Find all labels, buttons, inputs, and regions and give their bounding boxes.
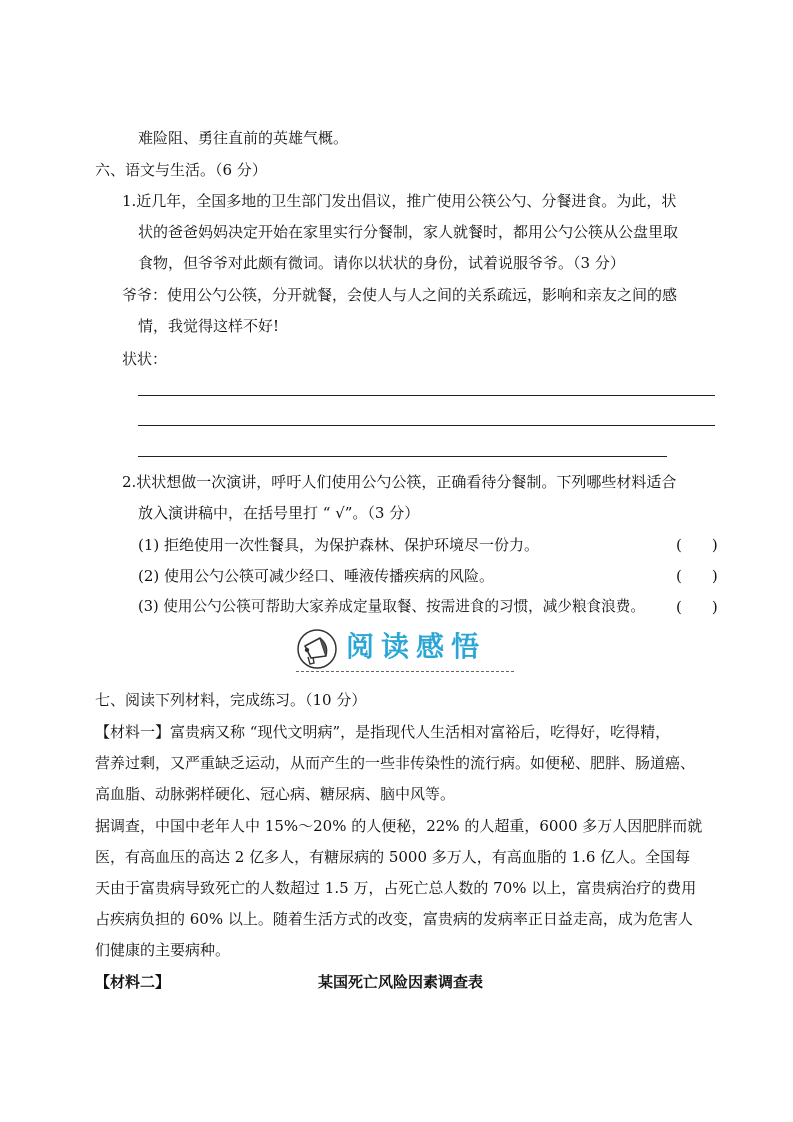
table-title: 某国死亡风险因素调查表	[318, 973, 484, 991]
option-2-answer-paren[interactable]: ( )	[676, 567, 718, 585]
answer-line-3[interactable]	[138, 456, 667, 457]
option-3-answer-paren[interactable]: ( )	[676, 598, 718, 616]
grandpa-line-2: 情，我觉得这样不好!	[138, 317, 280, 335]
survey-line-1: 据调查，中国中老年人中 15%～20% 的人便秘，22% 的人超重，6000 多万人因肥胖而就	[95, 817, 703, 835]
option-1-text: (1) 拒绝使用一次性餐具，为保护森林、保护环境尽一份力。	[138, 536, 540, 554]
banner-title: 阅读感悟	[346, 630, 487, 663]
section-6-heading: 六、语文与生活。（6 分）	[95, 161, 267, 179]
grandpa-line-1: 爷爷：使用公勺公筷，分开就餐，会使人与人之间的关系疏远，影响和亲友之间的感	[122, 286, 678, 304]
question-1-line-3: 食物，但爷爷对此颇有微词。请你以状状的身份，试着说服爷爷。（3 分）	[138, 254, 625, 272]
question-2-line-2: 放入演讲稿中，在括号里打 “ √”。（3 分）	[138, 504, 420, 522]
option-3-text: (3) 使用公勺公筷可帮助大家养成定量取餐、按需进食的习惯，减少粮食浪费。	[138, 598, 645, 615]
megaphone-icon	[296, 628, 338, 670]
material-1-line-3: 高血脂、动脉粥样硬化、冠心病、糖尿病、脑中风等。	[95, 785, 456, 803]
question-1-line-1: 1.近几年，全国多地的卫生部门发出倡议，推广使用公筷公勺、分餐进食。为此，状	[122, 192, 677, 210]
option-1-answer-paren[interactable]: ( )	[676, 536, 718, 554]
survey-line-5: 们健康的主要病种。	[95, 941, 231, 959]
section-7-heading: 七、阅读下列材料，完成练习。（10 分）	[95, 691, 367, 709]
survey-line-2: 医，有高血压的高达 2 亿多人，有糖尿病的 5000 多万人，有高血脂的 1.6 亿人。全国每	[95, 848, 691, 866]
option-2-text: (2) 使用公勺公筷可减少经口、唾液传播疾病的风险。	[138, 567, 495, 585]
material-2-label: 【材料二】	[95, 973, 171, 991]
banner-underline	[296, 671, 514, 672]
survey-line-4: 占疾病负担的 60% 以上。随着生活方式的改变，富贵病的发病率正日益走高，成为危害人	[95, 910, 693, 928]
material-1-line-2: 营养过剩，又严重缺乏运动，从而产生的一些非传染性的流行病。如便秘、肥胖、肠道癌、	[95, 754, 696, 772]
survey-line-3: 天由于富贵病导致死亡的人数超过 1.5 万，占死亡总人数的 70% 以上，富贵病治疗的费用	[95, 879, 697, 897]
zhuangzhuang-label: 状状：	[122, 350, 168, 368]
material-1-line-1: 【材料一】富贵病又称 “现代文明病”，是指现代人生活相对富裕后，吃得好，吃得精，	[95, 723, 671, 741]
question-2-line-1: 2.状状想做一次演讲，呼吁人们使用公勺公筷，正确看待分餐制。下列哪些材料适合	[122, 473, 677, 491]
carry-over-line: 难险阻、勇往直前的英雄气概。	[138, 129, 349, 147]
answer-line-1[interactable]	[138, 395, 715, 396]
question-1-line-2: 状的爸爸妈妈决定开始在家里实行分餐制，家人就餐时，都用公勺公筷从公盘里取	[138, 223, 679, 241]
answer-line-2[interactable]	[138, 425, 715, 426]
reading-section-banner	[296, 624, 516, 674]
